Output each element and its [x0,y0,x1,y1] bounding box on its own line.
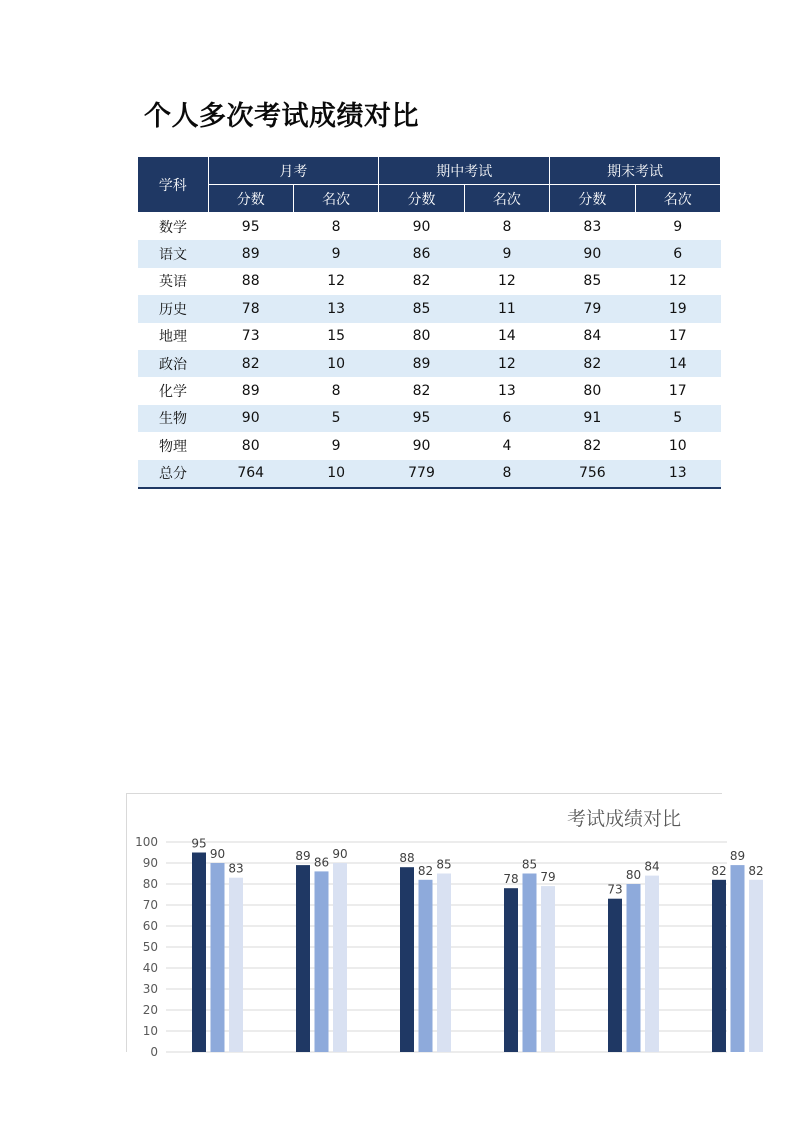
subject-cell: 政治 [138,350,208,377]
score-cell: 82 [208,350,293,377]
table-row [138,213,721,241]
score-cell: 89 [379,350,464,377]
score-cell: 80 [241,437,260,454]
score-cell: 90 [550,240,635,267]
bar [541,886,555,1052]
data-label: 89 [729,849,746,864]
data-label: 82 [711,863,727,878]
score-cell: 82 [550,350,635,377]
table-row [138,323,721,350]
table-row [138,295,721,322]
rank-cell: 17 [668,383,687,400]
score-cell: 80 [583,383,602,400]
score-cell: 90 [412,437,431,454]
subject-cell: 历史 [138,295,208,322]
exam-header-midterm: 期中考试 [379,157,550,185]
data-label: 89 [295,849,311,864]
y-tick-label: 50 [142,940,158,954]
rank-cell: 14 [635,350,720,377]
rank-cell: 10 [668,437,687,454]
data-label: 95 [191,836,207,851]
y-tick-label: 60 [142,919,158,933]
score-chart [126,793,764,1059]
y-tick-label: 20 [142,1003,158,1017]
bar [437,874,451,1053]
bar [333,863,347,1052]
rank-cell: 8 [502,218,512,235]
table-row [138,377,721,404]
score-cell: 73 [241,328,260,345]
table-row [138,432,721,459]
y-tick-label: 90 [142,856,158,870]
rank-cell: 12 [327,273,346,290]
score-cell: 80 [412,328,431,345]
bar [504,888,518,1052]
chart-canvas [127,794,764,1059]
bar [315,871,329,1052]
table-row [138,350,721,377]
score-cell: 85 [379,295,464,322]
y-tick-label: 70 [142,898,158,912]
table-row [138,240,721,267]
rank-cell: 12 [668,273,687,290]
score-cell: 764 [208,460,293,488]
subject-cell: 地理 [159,329,187,346]
score-cell: 89 [241,383,260,400]
data-label: 85 [521,857,538,872]
score-table [138,156,721,489]
score-cell: 756 [550,460,635,488]
exam-header-final: 期末考试 [550,157,721,185]
rank-cell: 9 [331,437,341,454]
rank-cell: 14 [498,328,516,345]
bar [229,878,243,1052]
rank-cell: 4 [502,437,512,454]
rank-cell: 9 [464,240,549,267]
rank-cell: 5 [293,405,378,432]
data-label: 86 [313,855,330,870]
y-tick-label: 80 [142,877,158,891]
data-label: 90 [332,847,348,861]
score-cell: 79 [550,295,635,322]
data-label: 90 [209,847,226,861]
bar [749,880,763,1052]
data-label: 78 [503,872,519,887]
y-tick-label: 100 [135,835,158,849]
score-cell: 82 [412,273,431,290]
bar [608,899,622,1052]
score-cell: 85 [583,273,602,290]
score-header: 分数 [208,185,293,213]
subject-cell: 语文 [138,240,208,267]
bar [419,880,433,1052]
score-cell: 78 [208,295,293,322]
data-label: 88 [399,851,415,866]
rank-cell: 6 [464,405,549,432]
score-cell: 89 [208,240,293,267]
data-label: 79 [540,870,556,885]
table-body [138,213,721,488]
rank-cell: 10 [293,460,378,488]
subject-cell: 英语 [159,274,187,291]
exam-header-monthly: 月考 [208,157,379,185]
page-title: 个人多次考试成绩对比 [144,101,419,132]
rank-cell: 12 [464,350,549,377]
rank-header: 名次 [293,185,378,213]
data-label: 80 [625,868,642,882]
rank-cell: 8 [331,383,341,400]
data-label: 73 [607,882,623,897]
bar [712,880,726,1052]
score-cell: 90 [208,405,293,432]
rank-cell: 8 [331,218,341,235]
score-header: 分数 [550,185,635,213]
bar [523,874,537,1053]
score-cell: 95 [379,405,464,432]
subject-cell: 生物 [138,405,208,432]
data-label: 83 [228,861,244,876]
bar [731,865,745,1052]
score-cell: 83 [583,218,602,235]
header-row-exams [138,157,721,185]
rank-cell: 5 [635,405,720,432]
rank-cell: 10 [293,350,378,377]
subject-cell: 化学 [159,384,187,401]
bar [645,876,659,1052]
bar [296,865,310,1052]
rank-cell: 13 [293,295,378,322]
bar [627,884,641,1052]
table-row [138,268,721,295]
rank-cell: 19 [635,295,720,322]
score-cell: 84 [583,328,602,345]
table-row [138,460,721,488]
data-label: 85 [436,857,452,872]
rank-cell: 9 [673,218,683,235]
rank-cell: 12 [498,273,516,290]
rank-cell: 17 [668,328,687,345]
subject-cell: 数学 [159,219,187,236]
rank-header: 名次 [635,185,720,213]
y-tick-label: 0 [150,1045,158,1059]
rank-cell: 13 [635,460,720,488]
score-cell: 91 [550,405,635,432]
bar [192,853,206,1053]
score-cell: 90 [412,218,431,235]
header-row-metrics [138,185,721,213]
bar [400,867,414,1052]
y-tick-label: 40 [142,961,158,975]
data-label: 82 [417,863,434,878]
table-row [138,405,721,432]
rank-cell: 13 [498,383,516,400]
y-tick-label: 10 [142,1024,158,1038]
score-cell: 779 [379,460,464,488]
chart-title: 考试成绩对比 [567,808,682,830]
rank-header: 名次 [464,185,549,213]
score-header: 分数 [379,185,464,213]
rank-cell: 8 [464,460,549,488]
rank-cell: 9 [293,240,378,267]
bar [211,863,225,1052]
score-cell: 82 [412,383,431,400]
score-cell: 88 [241,273,260,290]
rank-cell: 11 [464,295,549,322]
rank-cell: 15 [327,328,346,345]
score-cell: 86 [379,240,464,267]
score-cell: 82 [583,437,602,454]
data-label: 82 [748,863,764,878]
subject-header: 学科 [138,157,208,213]
score-cell: 95 [241,218,260,235]
rank-cell: 6 [635,240,720,267]
subject-cell: 总分 [138,460,208,488]
y-tick-label: 30 [142,982,158,996]
subject-cell: 物理 [159,438,187,455]
data-label: 84 [644,859,660,874]
